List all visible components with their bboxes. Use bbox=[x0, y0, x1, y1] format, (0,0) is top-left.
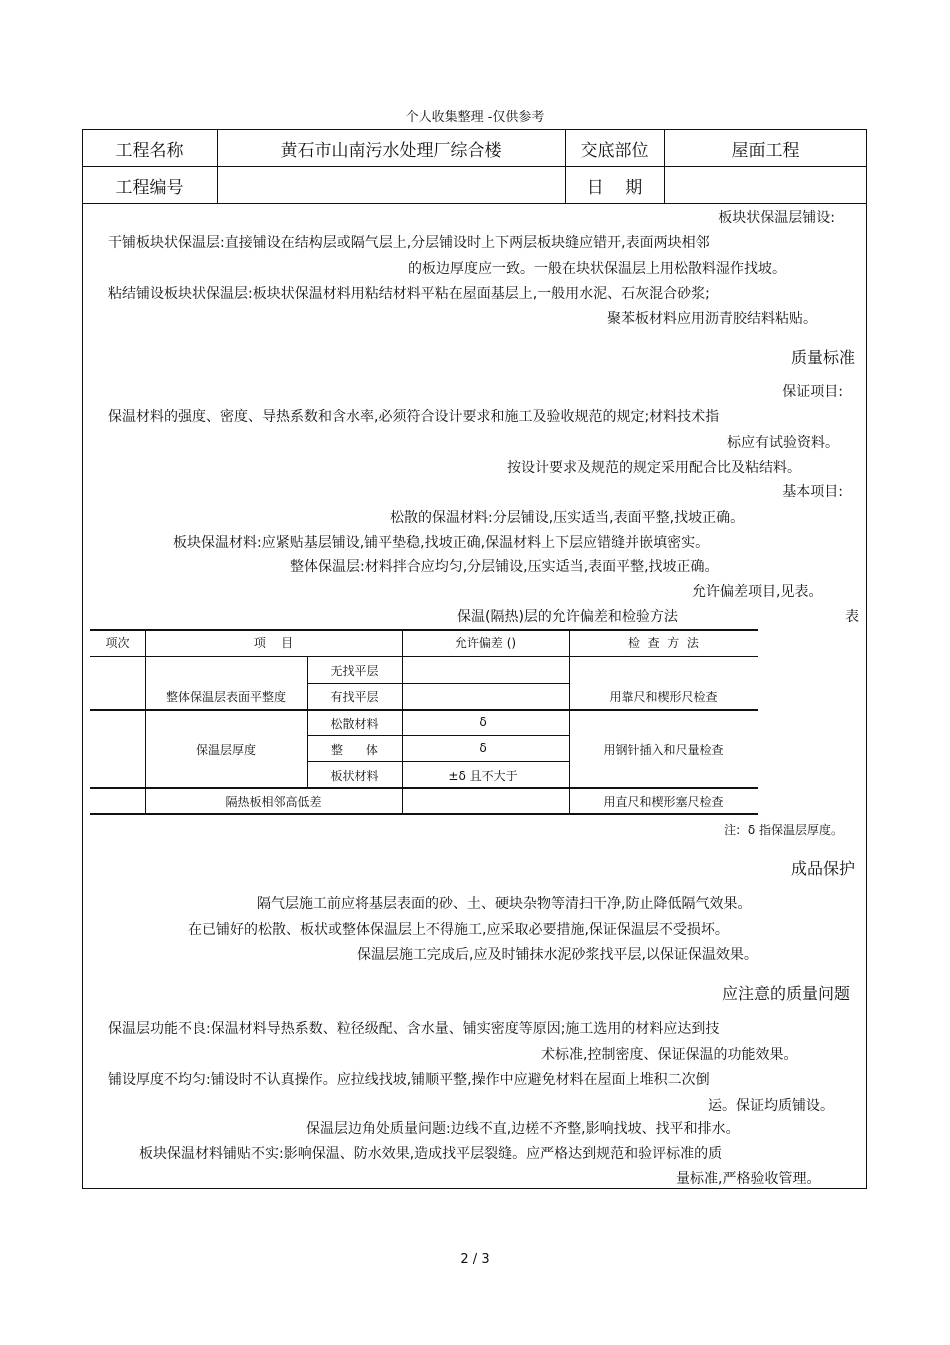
project-name-value: 黄石市山南污水处理厂综合楼 bbox=[280, 140, 502, 161]
table-note: 注: δ 指保温层厚度。 bbox=[724, 823, 843, 837]
quality-line-7: 板块保温材料:应紧贴基层铺设,铺平垫稳,找坡正确,保温材料上下层应错缝并嵌填密实。 bbox=[173, 535, 710, 551]
g3-method: 用直尺和楔形塞尺检查 bbox=[603, 795, 724, 809]
issues-line-3: 铺设厚度不均匀:铺设时不认真操作。应拉线找坡,铺顺平整,操作中应避免材料在屋面上堆积二次倒 bbox=[108, 1072, 710, 1088]
table-tag: 表 bbox=[845, 609, 859, 625]
g2-method: 用钢针插入和尺量检查 bbox=[603, 743, 724, 757]
g2-sub-3: 板状材料 bbox=[330, 769, 379, 783]
page-number: 2 / 3 bbox=[460, 1252, 490, 1267]
quality-line-4: 按设计要求及规范的规定采用配合比及粘结料。 bbox=[507, 460, 801, 476]
install-line-4: 粘结铺设板块状保温层:板块状保温材料用粘结材料平粘在屋面基层上,一般用水泥、石灰混合砂浆; bbox=[108, 286, 710, 302]
quality-line-5: 基本项目: bbox=[782, 484, 843, 500]
issues-line-2: 术标准,控制密度、保证保温的功能效果。 bbox=[541, 1047, 798, 1063]
g1-sub-1: 无找平层 bbox=[330, 664, 379, 678]
install-line-1: 板块状保温层铺设: bbox=[718, 210, 835, 226]
table-rule-g1-mid bbox=[307, 683, 569, 684]
table-header-item: 项 目 bbox=[253, 636, 294, 650]
date-label: 日 期 bbox=[586, 177, 643, 198]
table-rule-g1-end bbox=[90, 709, 758, 711]
issues-heading: 应注意的质量问题 bbox=[721, 984, 850, 1003]
issues-line-4: 运。保证均质铺设。 bbox=[708, 1098, 834, 1114]
header-note: 个人收集整理 -仅供参考 bbox=[405, 110, 545, 125]
install-line-5: 聚苯板材料应用沥青胶结料粘贴。 bbox=[607, 311, 817, 327]
g1-method: 用靠尺和楔形尺检查 bbox=[609, 690, 718, 704]
install-line-2: 干铺板块状保温层:直接铺设在结构层或隔气层上,分层铺设时上下两层板块缝应错开,表面两块相邻 bbox=[108, 235, 710, 251]
protect-line-1: 隔气层施工前应将基层表面的砂、土、硬块杂物等清扫干净,防止降低隔气效果。 bbox=[257, 896, 752, 912]
project-no-value bbox=[217, 167, 565, 203]
quality-line-9: 允许偏差项目,见表。 bbox=[692, 584, 823, 600]
quality-heading: 质量标准 bbox=[790, 348, 855, 367]
table-rule-g2-mid1 bbox=[307, 735, 569, 736]
handover-label: 交底部位 bbox=[580, 140, 649, 161]
protect-line-2: 在已铺好的松散、板状或整体保温层上不得施工,应采取必要措施,保证保温层不受损坏。 bbox=[188, 922, 729, 938]
table-rule-g2-mid2 bbox=[307, 761, 569, 762]
quality-line-2: 保温材料的强度、密度、导热系数和含水率,必须符合设计要求和施工及验收规范的规定;材料技术指 bbox=[108, 409, 720, 425]
g2-value-1: δ bbox=[479, 715, 487, 729]
issues-line-6: 板块保温材料铺贴不实:影响保温、防水效果,造成找平层裂缝。应严格达到规范和验评标准的质 bbox=[139, 1146, 723, 1162]
quality-line-6: 松散的保温材料:分层铺设,压实适当,表面平整,找坡正确。 bbox=[390, 510, 745, 526]
quality-line-1: 保证项目: bbox=[782, 384, 843, 400]
table-header-index: 项次 bbox=[105, 636, 130, 650]
g2-item: 保温层厚度 bbox=[195, 743, 256, 757]
table-col-divider-1 bbox=[145, 629, 146, 813]
g1-item: 整体保温层表面平整度 bbox=[165, 690, 286, 704]
info-bottom-divider bbox=[82, 203, 867, 204]
install-line-3: 的板边厚度应一致。一般在块状保温层上用松散料湿作找坡。 bbox=[408, 261, 786, 277]
g2-sub-2: 整 体 bbox=[331, 743, 378, 757]
protect-line-3: 保温层施工完成后,应及时铺抹水泥砂浆找平层,以保证保温效果。 bbox=[357, 947, 758, 963]
table-rule-g2-end bbox=[90, 787, 758, 789]
quality-line-8: 整体保温层:材料拌合应均匀,分层铺设,压实适当,表面平整,找坡正确。 bbox=[290, 559, 719, 575]
date-value bbox=[664, 167, 867, 203]
project-no-label: 工程编号 bbox=[115, 177, 184, 198]
issues-line-5: 保温层边角处质量问题:边线不直,边槎不齐整,影响找坡、找平和排水。 bbox=[306, 1121, 740, 1137]
handover-value: 屋面工程 bbox=[731, 140, 800, 161]
table-header-method: 检 查 方 法 bbox=[628, 636, 699, 650]
table-col-divider-4 bbox=[569, 629, 570, 813]
g3-item: 隔热板相邻高低差 bbox=[225, 795, 322, 809]
issues-line-7: 量标准,严格验收管理。 bbox=[676, 1171, 821, 1187]
g2-value-2: δ bbox=[479, 741, 487, 755]
table-top-rule bbox=[90, 629, 758, 631]
g2-value-3: ±δ 且不大于 bbox=[448, 769, 518, 783]
table-title: 保温(隔热)层的允许偏差和检验方法 bbox=[457, 609, 678, 625]
table-bottom-rule bbox=[90, 813, 758, 815]
project-name-label: 工程名称 bbox=[115, 140, 184, 161]
g2-sub-1: 松散材料 bbox=[330, 717, 379, 731]
quality-line-3: 标应有试验资料。 bbox=[727, 435, 839, 451]
table-header-rule bbox=[90, 656, 758, 657]
g1-sub-2: 有找平层 bbox=[330, 690, 379, 704]
issues-line-1: 保温层功能不良:保温材料导热系数、粒径级配、含水量、铺实密度等原因;施工选用的材料应达到技 bbox=[108, 1021, 720, 1037]
protect-heading: 成品保护 bbox=[790, 859, 855, 878]
table-header-deviation: 允许偏差 () bbox=[454, 636, 517, 650]
